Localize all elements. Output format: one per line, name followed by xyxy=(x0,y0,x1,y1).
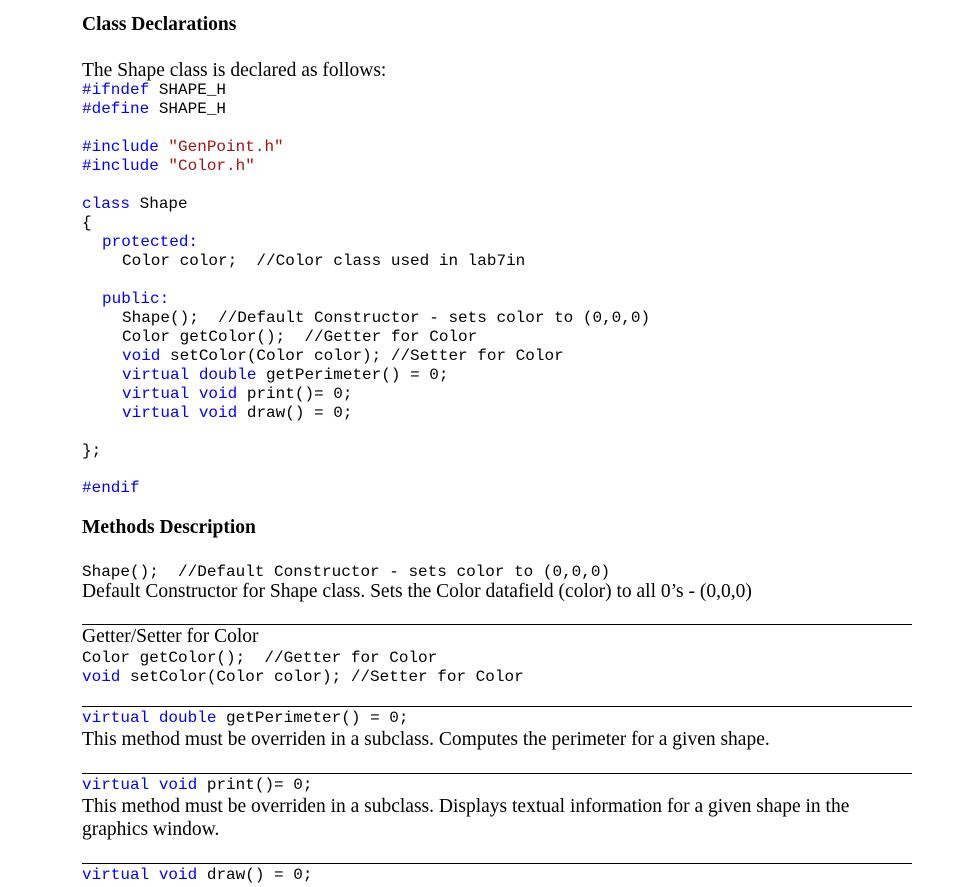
divider xyxy=(82,706,912,707)
method-setcolor-signature: void setColor(Color color); //Setter for Color xyxy=(82,668,524,686)
code-line-color-member: Color color; //Color class used in lab7in xyxy=(122,252,526,270)
divider xyxy=(82,624,912,625)
code-line-draw: virtual void draw() = 0; xyxy=(122,404,353,422)
code-line-public: public: xyxy=(102,290,170,308)
code-line-constructor: Shape(); //Default Constructor - sets color to (0,0,0) xyxy=(122,309,651,327)
intro-text: The Shape class is declared as follows: xyxy=(82,60,387,81)
method-getperimeter-description: This method must be overriden in a subclass. Computes the perimeter for a given shape. xyxy=(82,729,770,750)
method-constructor-description: Default Constructor for Shape class. Sets the Color datafield (color) to all 0’s - (0,0,0) xyxy=(82,581,752,602)
method-print-signature: virtual void print()= 0; xyxy=(82,776,313,794)
method-constructor-signature: Shape(); //Default Constructor - sets color to (0,0,0) xyxy=(82,563,611,581)
code-line-ifndef: #ifndef SHAPE_H xyxy=(82,81,227,99)
method-getcolor-signature: Color getColor(); //Getter for Color xyxy=(82,649,438,667)
method-print-description-line1: This method must be overriden in a subclass. Displays textual information for a given shape in the xyxy=(82,796,850,817)
method-getperimeter-signature: virtual double getPerimeter() = 0; xyxy=(82,709,409,727)
method-draw-signature: virtual void draw() = 0; xyxy=(82,866,313,884)
code-line-include-genpoint: #include "GenPoint.h" xyxy=(82,138,284,156)
code-line-class: class Shape xyxy=(82,195,188,213)
divider xyxy=(82,863,912,864)
methods-description-heading: Methods Description xyxy=(82,517,256,538)
code-line-include-color: #include "Color.h" xyxy=(82,157,255,175)
code-line-define: #define SHAPE_H xyxy=(82,100,227,118)
getter-setter-title: Getter/Setter for Color xyxy=(82,626,259,647)
code-line-endif: #endif xyxy=(82,479,140,497)
code-line-getperimeter: virtual double getPerimeter() = 0; xyxy=(122,366,449,384)
code-line-close-brace: }; xyxy=(82,442,102,460)
code-line-setcolor: void setColor(Color color); //Setter for Color xyxy=(122,347,564,365)
divider xyxy=(82,773,912,774)
code-line-protected: protected: xyxy=(102,233,199,251)
code-line-print: virtual void print()= 0; xyxy=(122,385,353,403)
code-line-getcolor: Color getColor(); //Getter for Color xyxy=(122,328,478,346)
method-print-description-line2: graphics window. xyxy=(82,819,220,840)
class-declarations-heading: Class Declarations xyxy=(82,14,237,35)
code-line-open-brace: { xyxy=(82,214,92,232)
